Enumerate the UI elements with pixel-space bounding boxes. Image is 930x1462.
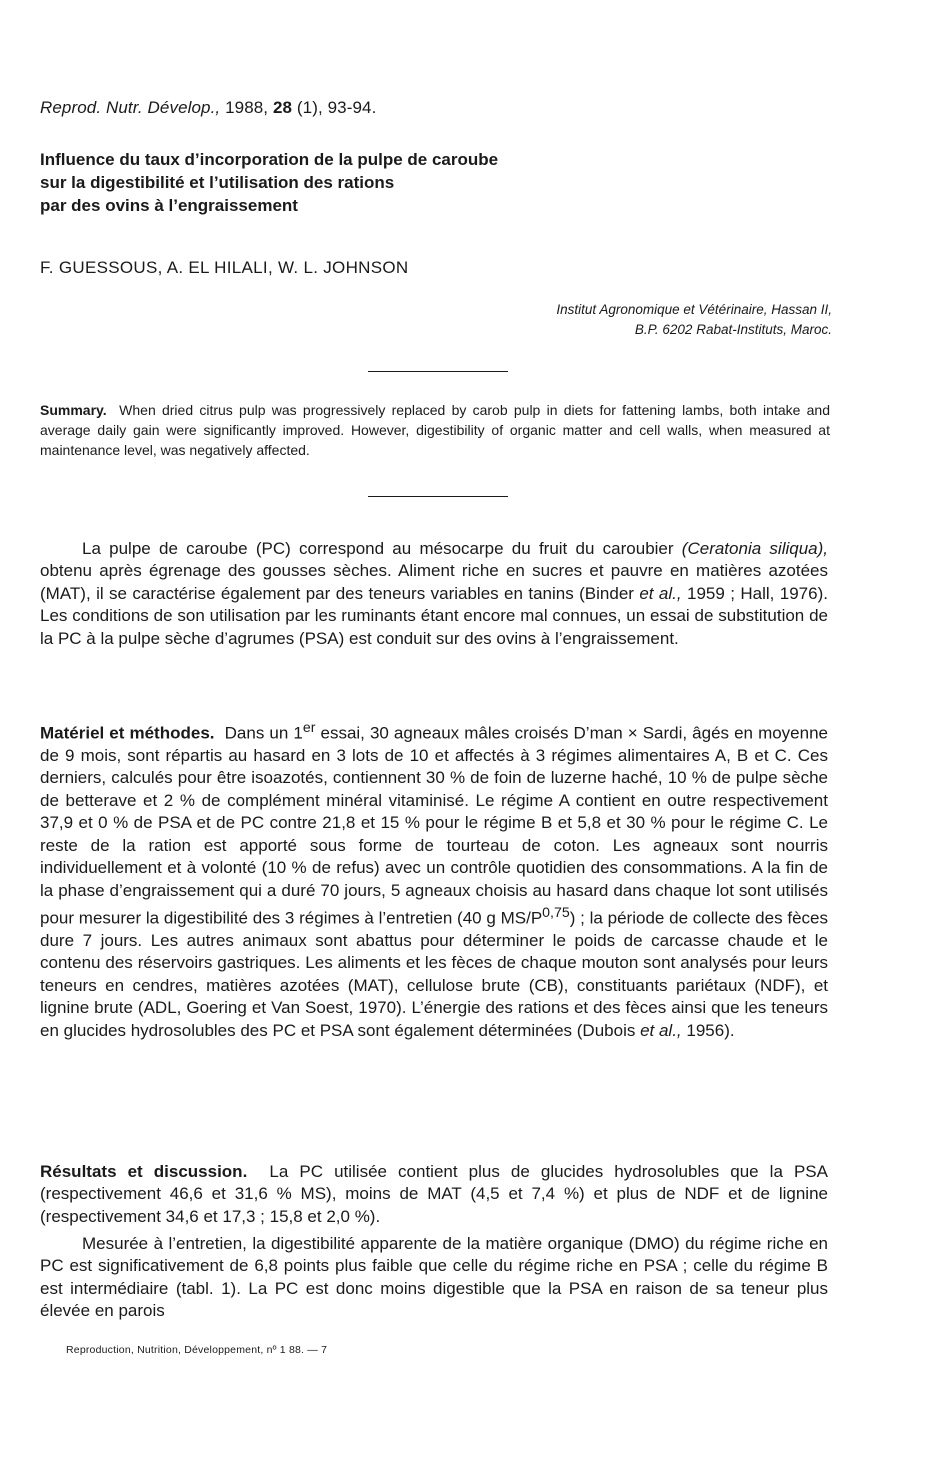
methods-text-4: 1956). [681,1020,735,1040]
intro-text-1: La pulpe de caroube (PC) correspond au mésocarpe du fruit du caroubier [82,539,682,558]
intro-text-3: 1959 ; Hall, 1976). Les conditions de son utilisation par les ruminants étant encore mal connues, un essai de substitution de la PC à la pulpe sèche d’agrumes (PSA) est conduit sur des ovins à l’engraissement. [40,583,828,648]
intro-et-al: et al., [639,583,682,603]
intro-text-2: obtenu après égrenage des gousses sèches. Aliment riche en sucres et pauvre en matières azotées (MAT), il se caractérise également par des teneurs variables en tanins (Binder [40,561,828,603]
title-line-3: par des ovins à l’engraissement [40,196,298,215]
title-line-2: sur la digestibilité et l’utilisation des rations [40,173,395,192]
methods-heading: Matériel et méthodes. [40,723,215,743]
methods-superscript-1: er [302,720,316,736]
affiliation [556,300,832,340]
journal-citation [40,98,376,118]
methods-text-2: essai, 30 agneaux mâles croisés D’man × Sardi, âgés en moyenne de 9 mois, sont répartis au hasard en 3 lots de 10 et affectés à 3 régimes alimentaires A, B et C. Ces derniers, calculés pour être isoazotés, contiennent 30 % de foin de luzerne haché, 10 % de pulpe sèche de betterave et 2 % de complément minéral vitaminisé. Le régime A contient en outre respectivement 37,9 et 0 % de PSA et de PC contre 21,8 et 15 % pour le régime B et 5,8 et 30 % pour le régime C. Le reste de la ration est apporté sous forme de tourteau de coton. Les agneaux sont nourris individuellement et à volonté (10 % de refus) avec un contrôle quotidien des consommations. A la fin de la phase d’engraissement qui a duré 70 jours, 5 agneaux choisis au hasard dans chaque lot sont utilisés pour mesurer la digestibilité des 3 régimes à l’entretien (40 g MS/P [40,723,829,928]
separator-rule-bottom [368,496,508,497]
methods-et-al: et al., [640,1020,682,1040]
summary-text: When dried citrus pulp was progressively replaced by carob pulp in diets for fattening lambs, both intake and average daily gain were significantly improved. However, digestibility of organic matter and cell walls, when measured at maintenance level, was negatively affected. [40,402,831,458]
page-footer: Reproduction, Nutrition, Développement, nº 1 88. — 7 [66,1344,328,1356]
results-heading: Résultats et discussion. [40,1162,248,1181]
journal-name: Reprod. Nutr. Dévelop., [40,98,221,117]
methods-text-1: Dans un 1 [224,723,303,743]
intro-paragraph [40,538,828,650]
results-paragraph-2: Mesurée à l’entretien, la digestibilité apparente de la matière organique (DMO) du régime riche en PC est significativement de 6,8 points plus faible que celle du régime riche en PSA ; celle du régime B est intermédiaire (tabl. 1). La PC est donc moins digestible que la PSA en raison de sa teneur plus élevée en parois [40,1234,828,1321]
title-line-1: Influence du taux d’incorporation de la pulpe de caroube [40,150,499,169]
affiliation-line-2: B.P. 6202 Rabat-Instituts, Maroc. [634,322,832,337]
summary [40,400,830,460]
separator-rule-top [368,371,508,372]
summary-label: Summary. [40,402,107,418]
results-paragraph-1 [40,1161,828,1228]
citation-year: 1988, [225,98,269,117]
results-text-1: La PC utilisée contient plus de glucides hydrosolubles que la PSA (respectivement 46,6 et 31,6 % MS), moins de MAT (4,5 et 7,4 %) et plus de NDF et de lignine (respectivement 34,6 et 17,3 ; 15,8 et 2,0 %). [40,1162,828,1226]
citation-volume: 28 [272,98,293,117]
citation-pages: (1), 93-94. [296,98,377,117]
species-name: (Ceratonia siliqua), [681,539,828,558]
methods-superscript-2: 0,75 [542,904,570,921]
article-title [40,148,880,217]
methods-paragraph [40,717,828,1042]
affiliation-line-1: Institut Agronomique et Vétérinaire, Hassan II, [556,302,832,317]
authors: F. GUESSOUS, A. EL HILALI, W. L. JOHNSON [40,258,409,277]
methods-text-3: ) ; la période de collecte des fèces dure 7 jours. Les autres animaux sont abattus pour déterminer le poids de carcasse chaude et le contenu des réservoirs gastriques. Les aliments et les fèces de chaque mouton sont analysés pour leurs teneurs en cendres, matières azotées (MAT), cellulose brute (CB), constituants pariétaux (NDF), et lignine brute (ADL, Goering et Van Soest, 1970). L’énergie des rations et des fèces ainsi que les teneurs en glucides hydrosolubles des PC et PSA sont également déterminées (Dubois [40,908,828,1040]
